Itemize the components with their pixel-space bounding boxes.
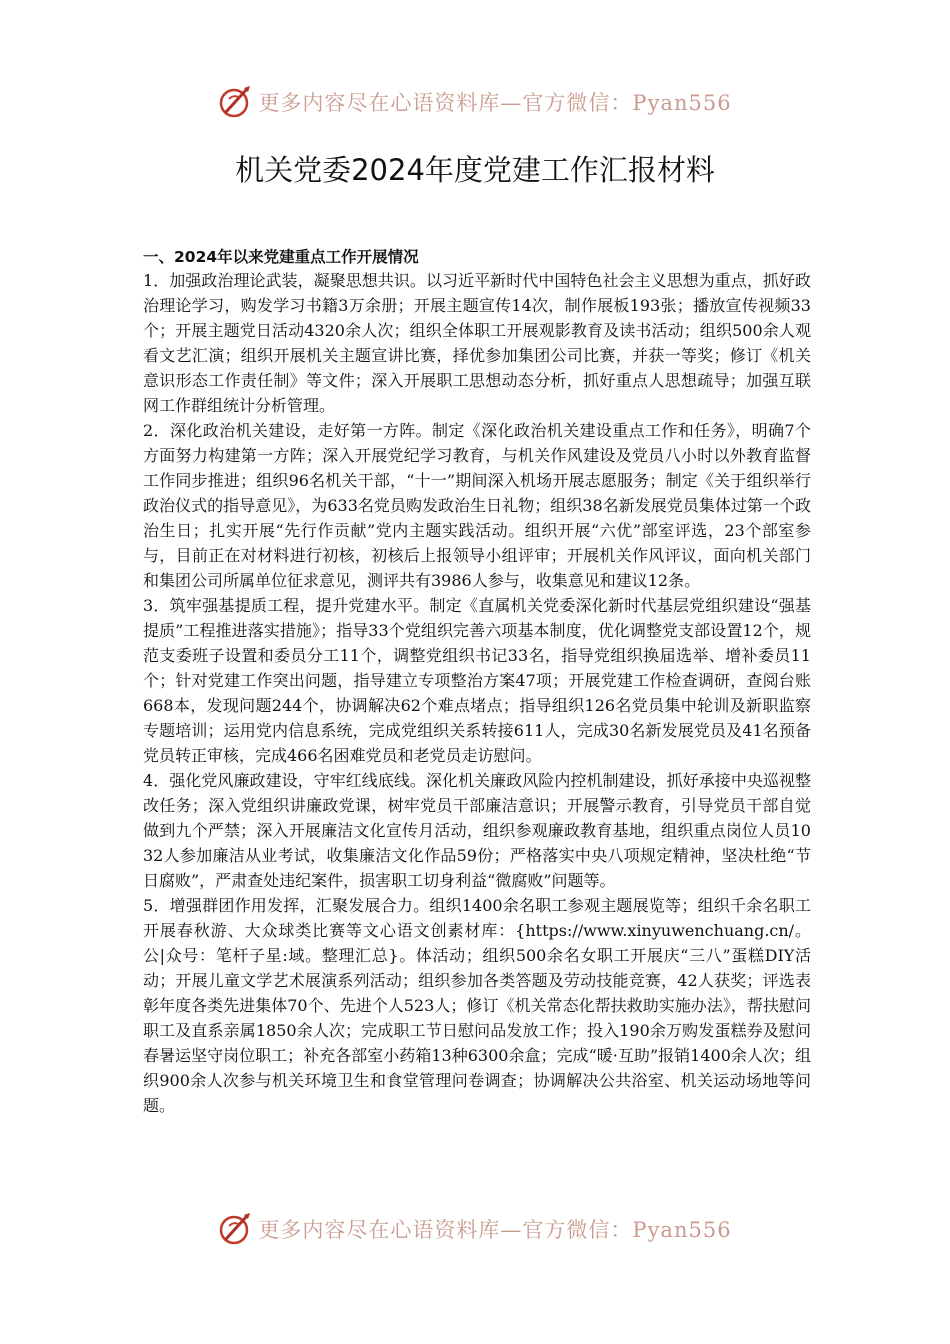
header-banner — [0, 82, 950, 122]
document-body — [143, 246, 811, 1118]
footer-banner — [0, 1209, 950, 1249]
paragraph-3: 3．筑牢强基提质工程，提升党建水平。制定《直属机关党委深化新时代基层党组织建设“强基提质”工程推进落实措施》；指导33个党组织完善六项基本制度，优化调整党支部设置12个，规范支委班子设置和委员分工11个，调整党组织书记33名，指导党组织换届选举、增补委员11个；针对党建工作突出问题，指导建立专项整治方案47项；开展党建工作检查调研，查阅台账668本，发现问题244个，协调解决62个难点堵点；指导组织126名党员集中轮训及新职监察专题培训；运用党内信息系统，完成党组织关系转接611人，完成30名新发展党员及41名预备党员转正审核，完成466名困难党员和老党员走访慰问。 — [143, 596, 811, 765]
header-banner-text: 更多内容尽在心语资料库—官方微信：Pyan556 — [258, 91, 732, 115]
pen-logo-icon — [218, 1211, 254, 1247]
pen-logo-icon — [218, 84, 254, 120]
section-heading: 一、2024年以来党建重点工作开展情况 — [143, 248, 419, 266]
paragraph-4: 4．强化党风廉政建设，守牢红线底线。深化机关廉政风险内控机制建设，抓好承接中央巡视整改任务；深入党组织讲廉政党课，树牢党员干部廉洁意识；开展警示教育，引导党员干部自觉做到九个严禁；深入开展廉洁文化宣传月活动，组织参观廉政教育基地，组织重点岗位人员1032人参加廉洁从业考试，收集廉洁文化作品59份；严格落实中央八项规定精神，坚决杜绝“节日腐败”，严肃查处违纪案件，损害职工切身利益“微腐败”问题等。 — [143, 771, 811, 890]
paragraph-1: 1．加强政治理论武装，凝聚思想共识。以习近平新时代中国特色社会主义思想为重点，抓好政治理论学习，购发学习书籍3万余册；开展主题宣传14次，制作展板193张；播放宣传视频33个；开展主题党日活动4320余人次；组织全体职工开展观影教育及读书活动；组织500余人观看文艺汇演；组织开展机关主题宣讲比赛，择优参加集团公司比赛，并获一等奖；修订《机关意识形态工作责任制》等文件；深入开展职工思想动态分析，抓好重点人思想疏导；加强互联网工作群组统计分析管理。 — [143, 271, 811, 415]
document-title: 机关党委2024年度党建工作汇报材料 — [235, 153, 715, 187]
paragraph-5: 5．增强群团作用发挥，汇聚发展合力。组织1400余名职工参观主题展览等；组织千余名职工开展春秋游、大众球类比赛等文心语文创素材库：{https://www.xinyuwenchuang.cn/。公|众号：笔杆子星:域。整理汇总}。体活动；组织500余名女职工开展庆“三八”蛋糕DIY活动；开展儿童文学艺术展演系列活动；组织参加各类答题及劳动技能竞赛，42人获奖；评选表彰年度各类先进集体70个、先进个人523人；修订《机关常态化帮扶救助实施办法》，帮扶慰问职工及直系亲属1850余人次；完成职工节日慰问品发放工作；投入190余万购发蛋糕券及慰问春暑运坚守岗位职工；补充各部室小药箱13种6300余盒；完成“暖·互助”报销1400余人次；组织900余人次参与机关环境卫生和食堂管理问卷调查；协调解决公共浴室、机关运动场地等问题。 — [143, 896, 811, 1115]
footer-banner-text: 更多内容尽在心语资料库—官方微信：Pyan556 — [258, 1218, 732, 1242]
paragraph-2: 2．深化政治机关建设，走好第一方阵。制定《深化政治机关建设重点工作和任务》，明确7个方面努力构建第一方阵；深入开展党纪学习教育，与机关作风建设及党员八小时以外教育监督工作同步推进；组织96名机关干部，“十一”期间深入机场开展志愿服务；制定《关于组织举行政治仪式的指导意见》，为633名党员购发政治生日礼物；组织38名新发展党员集体过第一个政治生日；扎实开展“先行作贡献”党内主题实践活动。组织开展“六优”部室评选，23个部室参与，目前正在对材料进行初核，初核后上报领导小组评审；开展机关作风评议，面向机关部门和集团公司所属单位征求意见，测评共有3986人参与，收集意见和建议12条。 — [143, 421, 811, 590]
